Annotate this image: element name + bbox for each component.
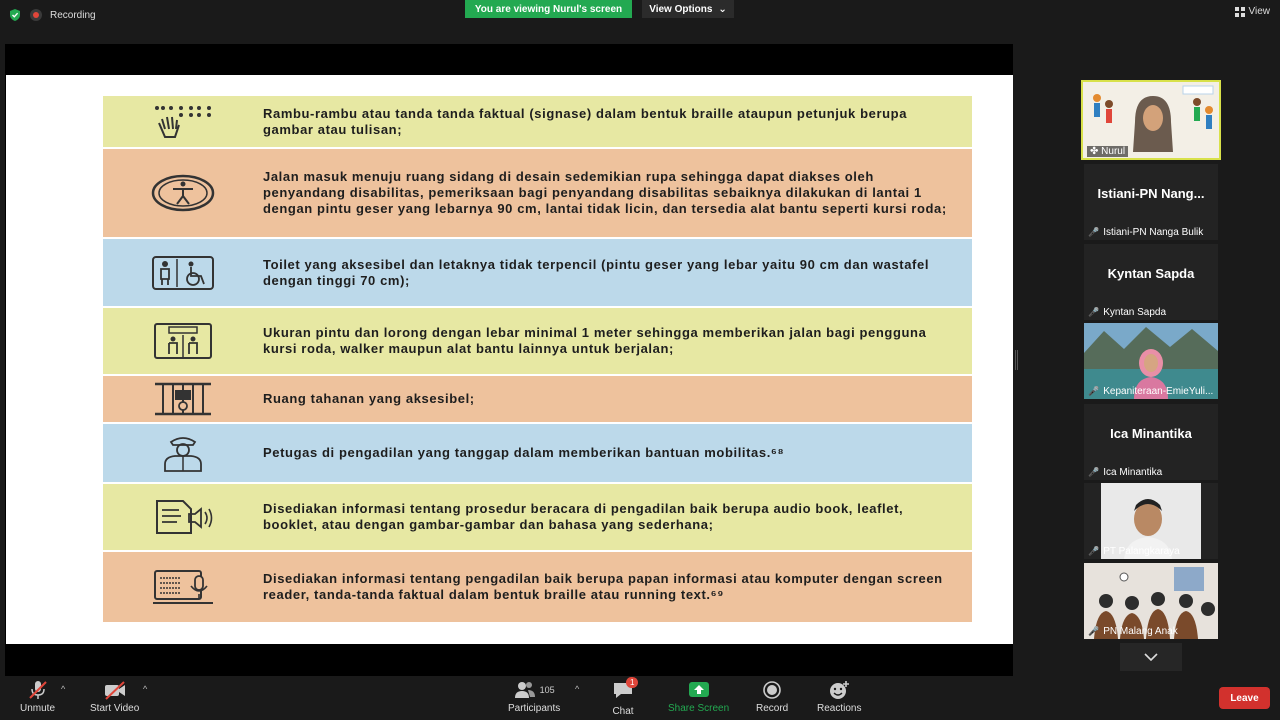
participant-video[interactable] [1084, 323, 1218, 399]
view-button[interactable] [1235, 6, 1271, 17]
participant-label: 🎤 PN Malang Anak [1088, 626, 1178, 637]
chat-button[interactable] [612, 680, 634, 717]
start-video-button[interactable] [90, 680, 139, 714]
row-text: Toilet yang aksesibel dan letaknya tidak terpencil (pintu geser yang lebar yaitu 90 cm dan wastafel dengan tinggi 70 cm); [263, 256, 930, 288]
elevator-icon [151, 322, 215, 360]
participant-tile[interactable] [1084, 244, 1218, 320]
participant-video[interactable] [1084, 563, 1218, 639]
muted-mic-icon: 🎤 [1088, 307, 1100, 317]
screen-reader-icon [151, 568, 215, 606]
chevron-down-icon: ⌄ [718, 3, 727, 15]
participant-display-name: Istiani-PN Nang... [1097, 186, 1205, 201]
table-row [103, 552, 972, 622]
row-text: Disediakan informasi tentang pengadilan baik berupa papan informasi atau komputer dengan screen reader, tanda-tanda faktual dalam bentuk braille atau running text.⁶⁹ [263, 571, 943, 602]
row-text: Petugas di pengadilan yang tanggap dalam memberikan bantuan mobilitas.⁶⁸ [263, 445, 785, 460]
top-bar [0, 0, 1280, 34]
recording-indicator [8, 8, 96, 22]
participants-count: 105 [539, 685, 555, 695]
record-label: Record [756, 703, 789, 714]
participants-button[interactable] [508, 680, 560, 714]
video-options-caret[interactable]: ^ [143, 684, 148, 694]
muted-mic-icon: 🎤 [1088, 386, 1100, 396]
record-icon [761, 680, 783, 700]
reactions-label: Reactions [817, 703, 862, 714]
view-options-button[interactable] [642, 0, 734, 18]
chat-label: Chat [612, 706, 634, 717]
row-text: Ukuran pintu dan lorong dengan lebar minimal 1 meter sehingga memberikan jalan bagi pengguna kursi roda, walker maupun alat bantu lainnya untuk berjalan; [263, 325, 927, 356]
row-text: Jalan masuk menuju ruang sidang di desain sedemikian rupa sehingga dapat diakses oleh penyandang disabilitas, pemeriksaan bagi penyandang disabilitas sebaiknya dilakukan di lantai 1 dengan pintu geser yang lebarnya 90 cm, lantai tidak licin, dan tersedia alat bantu seperti kursi roda; [263, 169, 947, 216]
shield-icon[interactable] [8, 8, 22, 22]
table-row [103, 239, 972, 308]
pin-icon: ✤ [1090, 146, 1099, 157]
view-button-label: View [1248, 6, 1270, 17]
accessibility-table [103, 96, 972, 622]
participant-label: 🎤 Ica Minantika [1088, 467, 1163, 478]
table-row [103, 308, 972, 376]
participant-label: 🎤 Kyntan Sapda [1088, 307, 1167, 318]
row-text: Disediakan informasi tentang prosedur beracara di pengadilan baik berupa audio book, leaflet, booklet, atau dengan gambar-gambar dan bahasa yang sederhana; [263, 501, 904, 532]
share-screen-label: Share Screen [668, 703, 730, 714]
video-off-icon [104, 680, 126, 700]
record-button[interactable] [756, 680, 788, 714]
unmute-button[interactable] [20, 680, 55, 714]
chevron-down-icon [1144, 653, 1158, 661]
participant-tile[interactable] [1084, 164, 1218, 240]
reactions-icon [828, 680, 850, 700]
audio-document-icon [151, 498, 215, 536]
muted-microphone-icon [27, 680, 49, 700]
muted-mic-icon: 🎤 [1088, 467, 1100, 477]
unmute-label: Unmute [20, 703, 56, 714]
participants-options-caret[interactable]: ^ [575, 684, 580, 694]
participant-label: 🎤 PT Palangkaraya [1088, 546, 1180, 557]
participant-video-nurul[interactable] [1081, 80, 1221, 160]
table-row [103, 484, 972, 552]
share-screen-icon [688, 680, 710, 700]
participants-label: Participants [508, 703, 561, 714]
panel-splitter[interactable] [1015, 350, 1018, 370]
muted-mic-icon: 🎤 [1088, 227, 1100, 237]
grid-icon [1235, 7, 1245, 17]
table-row [103, 424, 972, 484]
leave-button[interactable]: Leave [1219, 687, 1270, 709]
participant-label: ✤ Nurul [1087, 146, 1128, 157]
holding-cell-icon [151, 380, 215, 418]
view-options-label: View Options [649, 3, 713, 15]
recording-label[interactable]: Recording [50, 9, 96, 21]
officer-icon [151, 434, 215, 472]
muted-mic-icon: 🎤 [1088, 626, 1100, 636]
share-screen-button[interactable] [668, 680, 729, 714]
participant-display-name: Ica Minantika [1110, 426, 1192, 441]
chat-badge: 1 [626, 677, 638, 688]
accessibility-icon [151, 174, 215, 212]
viewing-banner: You are viewing Nurul's screen [465, 0, 632, 18]
participants-icon [514, 680, 536, 700]
scroll-down-button[interactable] [1120, 643, 1182, 671]
audio-options-caret[interactable]: ^ [61, 684, 66, 694]
recording-dot-icon [30, 9, 42, 21]
start-video-label: Start Video [90, 703, 140, 714]
accessible-toilet-icon [151, 254, 215, 292]
table-row [103, 376, 972, 424]
participant-display-name: Kyntan Sapda [1107, 266, 1195, 281]
reactions-button[interactable] [817, 680, 861, 714]
row-text: Rambu-rambu atau tanda tanda faktual (signase) dalam bentuk braille ataupun petunjuk berupa gambar atau tulisan; [263, 105, 908, 137]
meeting-toolbar [0, 676, 1280, 720]
participant-label: 🎤 Kepaniteraan-EmieYuli... [1088, 386, 1214, 397]
table-row [103, 149, 972, 239]
braille-hand-icon [151, 103, 215, 141]
row-text: Ruang tahanan yang aksesibel; [263, 391, 475, 406]
participant-tile[interactable] [1084, 404, 1218, 480]
participant-video[interactable] [1084, 483, 1218, 559]
participant-label: 🎤 Istiani-PN Nanga Bulik [1088, 227, 1204, 238]
muted-mic-icon: 🎤 [1088, 546, 1100, 556]
table-row [103, 96, 972, 149]
